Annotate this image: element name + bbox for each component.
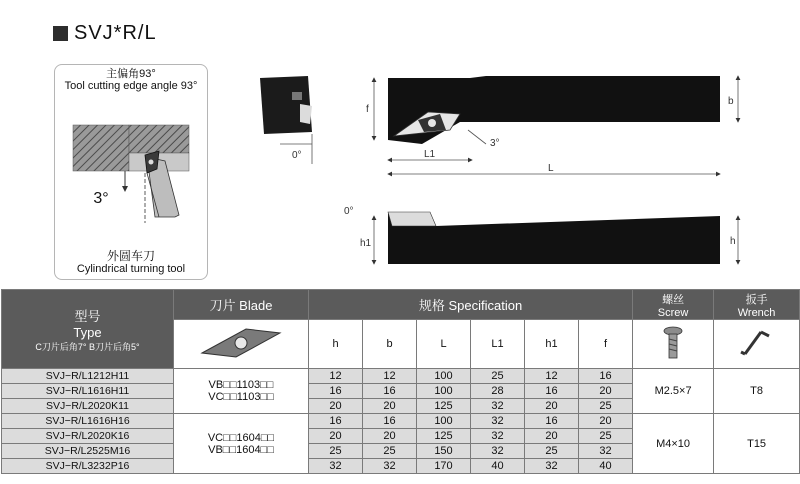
blade-group-1 <box>174 369 309 414</box>
blade-image <box>174 320 309 369</box>
top-view-L1: L1 <box>424 149 436 160</box>
insert-angle-label: 0° <box>292 150 302 161</box>
blade-group-2 <box>174 414 309 474</box>
cell-h: 16 <box>309 414 363 429</box>
cell-h1: 16 <box>525 384 579 399</box>
wrench-header <box>714 290 800 320</box>
table-row-model: SVJ−R/L1616H16 <box>2 414 174 429</box>
cell-L1: 32 <box>471 444 525 459</box>
blade-header: 刀片 Blade <box>174 290 309 320</box>
cell-L1: 32 <box>471 414 525 429</box>
cell-L1: 40 <box>471 459 525 474</box>
wrench-header-en: Wrench <box>737 306 776 319</box>
side-view-h: h <box>730 236 736 247</box>
callout-top-cn: 主偏角93° <box>106 68 156 80</box>
col-h: h <box>309 320 363 369</box>
table-row-model: SVJ−R/L1616H11 <box>2 384 174 399</box>
cell-L: 100 <box>417 414 471 429</box>
cell-f: 32 <box>579 444 633 459</box>
cell-f: 25 <box>579 399 633 414</box>
col-h1: h1 <box>525 320 579 369</box>
type-header-cn: 型号 <box>74 308 101 324</box>
col-L: L <box>417 320 471 369</box>
cell-h: 32 <box>309 459 363 474</box>
top-view-b: b <box>728 96 734 107</box>
blade-group-2-b: VB□□1604□□ <box>208 443 274 456</box>
callout-bottom-en: Cylindrical turning tool <box>76 263 186 275</box>
cell-L1: 25 <box>471 369 525 384</box>
workpiece-left <box>73 125 129 171</box>
table-row-model: SVJ−R/L3232P16 <box>2 459 174 474</box>
side-view-h1: h1 <box>360 238 372 249</box>
top-view-L: L <box>548 163 554 174</box>
screw-header <box>633 290 714 320</box>
table-row-model: SVJ−R/L2020K16 <box>2 429 174 444</box>
callout-angle-label: 3° <box>93 190 109 207</box>
cell-h1: 16 <box>525 414 579 429</box>
table-row-model: SVJ−R/L2020K11 <box>2 399 174 414</box>
wrench-icon <box>737 324 777 362</box>
wrench-image <box>714 320 800 369</box>
cell-b: 32 <box>363 459 417 474</box>
cell-L1: 28 <box>471 384 525 399</box>
cell-f: 20 <box>579 414 633 429</box>
type-header-note: C刀片后角7° B刀片后角5° <box>35 341 140 352</box>
cell-b: 20 <box>363 429 417 444</box>
type-header <box>2 290 174 369</box>
cell-h: 20 <box>309 399 363 414</box>
cell-h1: 25 <box>525 444 579 459</box>
callout-drawing <box>55 65 207 279</box>
cell-h1: 20 <box>525 399 579 414</box>
spec-table <box>1 289 800 474</box>
col-L1: L1 <box>471 320 525 369</box>
cutting-angle-callout <box>54 64 208 280</box>
cell-L: 150 <box>417 444 471 459</box>
side-view-angle: 0° <box>344 206 354 217</box>
top-view-angle: 3° <box>490 138 500 149</box>
screw-header-en: Screw <box>657 306 689 319</box>
cell-b: 25 <box>363 444 417 459</box>
cell-h: 25 <box>309 444 363 459</box>
cell-h1: 12 <box>525 369 579 384</box>
page-title <box>53 20 157 46</box>
blade-group-1-a: VB□□1103□□ <box>208 379 274 391</box>
cell-L: 100 <box>417 369 471 384</box>
callout-top-en: Tool cutting edge angle 93° <box>64 80 198 92</box>
screw-icon <box>661 324 685 362</box>
screw-header-cn: 螺丝 <box>662 293 685 306</box>
wrench-group-1: T8 <box>714 369 800 414</box>
cell-f: 40 <box>579 459 633 474</box>
callout-bottom-cn: 外圆车刀 <box>106 249 155 263</box>
col-b: b <box>363 320 417 369</box>
type-header-en: Type <box>73 324 102 340</box>
cell-L: 125 <box>417 429 471 444</box>
holder-side-view <box>344 206 738 264</box>
cell-h1: 32 <box>525 459 579 474</box>
technical-drawings <box>240 60 760 280</box>
insert-side-view <box>260 76 312 164</box>
cell-L: 125 <box>417 399 471 414</box>
cell-b: 16 <box>363 384 417 399</box>
top-view-f: f <box>366 104 369 115</box>
blade-insert-icon <box>196 323 286 363</box>
cell-f: 16 <box>579 369 633 384</box>
blade-group-2-a: VC□□1604□□ <box>207 431 275 444</box>
screw-image <box>633 320 714 369</box>
cell-h: 16 <box>309 384 363 399</box>
cell-f: 25 <box>579 429 633 444</box>
cell-b: 16 <box>363 414 417 429</box>
cell-f: 20 <box>579 384 633 399</box>
cell-b: 12 <box>363 369 417 384</box>
table-row-model: SVJ−R/L2525M16 <box>2 444 174 459</box>
table-row-model: SVJ−R/L1212H11 <box>2 369 174 384</box>
spec-header: 规格 Specification <box>309 290 633 320</box>
blade-group-1-b: VC□□1103□□ <box>208 391 274 403</box>
title-square-icon <box>53 26 68 41</box>
cell-b: 20 <box>363 399 417 414</box>
screw-group-2: M4×10 <box>633 414 714 474</box>
col-f: f <box>579 320 633 369</box>
workpiece-right <box>129 125 189 153</box>
insert-hole <box>149 160 154 165</box>
cell-h: 20 <box>309 429 363 444</box>
cell-L: 100 <box>417 384 471 399</box>
cell-h: 12 <box>309 369 363 384</box>
cell-L: 170 <box>417 459 471 474</box>
cell-L1: 32 <box>471 399 525 414</box>
cell-L1: 32 <box>471 429 525 444</box>
cell-h1: 20 <box>525 429 579 444</box>
holder-top-view <box>366 76 738 174</box>
screw-group-1: M2.5×7 <box>633 369 714 414</box>
wrench-header-cn: 扳手 <box>745 293 768 306</box>
title-text: SVJ*R/L <box>74 21 157 44</box>
wrench-group-2: T15 <box>714 414 800 474</box>
